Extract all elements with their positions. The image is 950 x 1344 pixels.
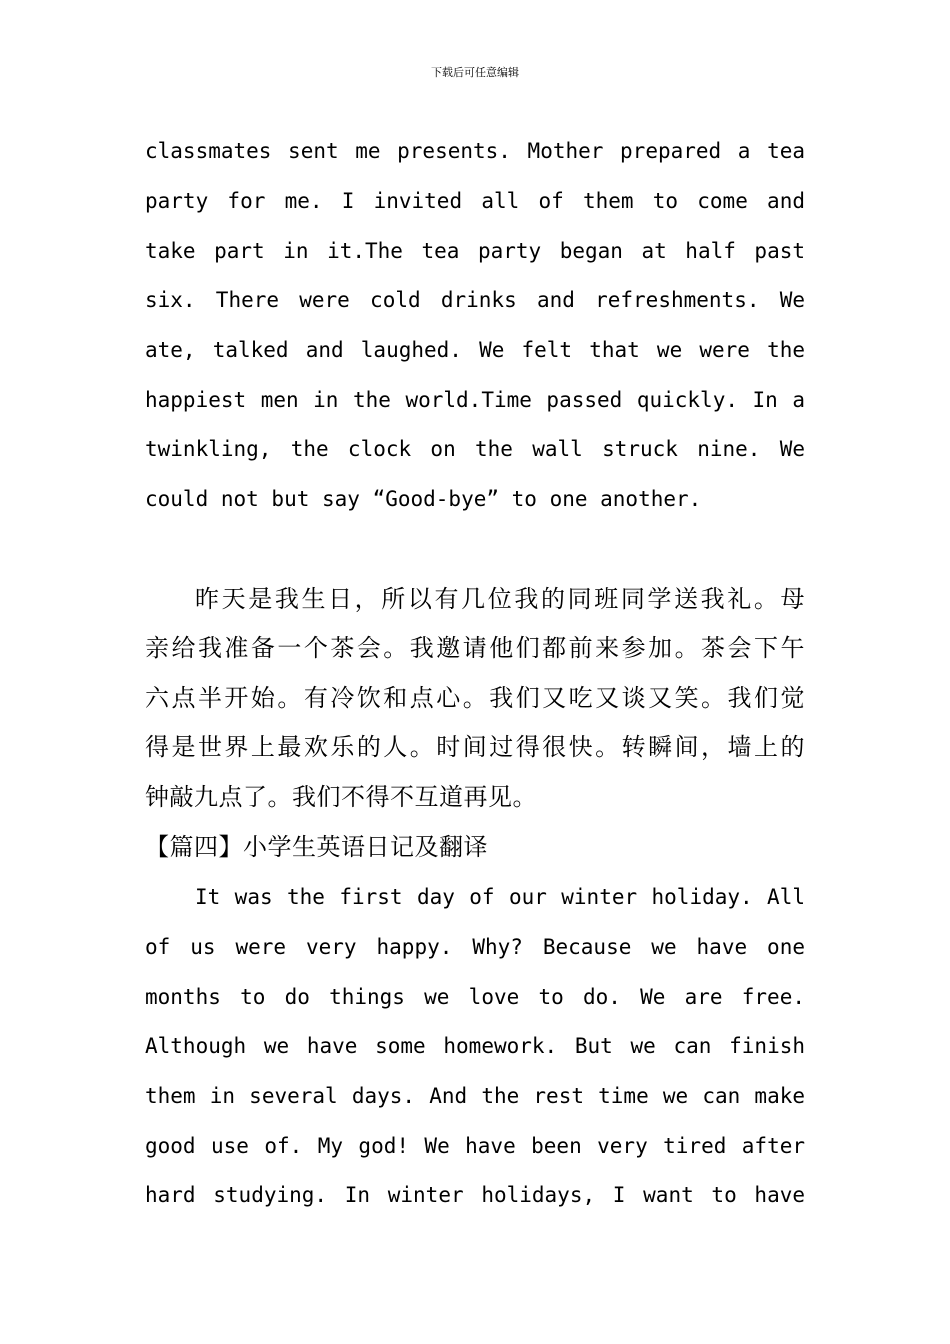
- paragraph-line: It was the first day of our winter holiday. All: [195, 885, 805, 909]
- paragraph-line: them in several days. And the rest time we can make: [145, 1084, 805, 1108]
- section-heading: 【篇四】小学生英语日记及翻译: [145, 833, 488, 861]
- page-header: 下载后可任意编辑: [431, 66, 519, 79]
- translation-line: 钟敲九点了。我们不得不互道再见。: [145, 783, 537, 811]
- translation-line: 亲给我准备一个茶会。我邀请他们都前来参加。茶会下午: [145, 634, 805, 662]
- translation-line: 昨天是我生日，所以有几位我的同班同学送我礼。母: [195, 585, 805, 613]
- paragraph-line: months to do things we love to do. We are free.: [145, 985, 805, 1009]
- paragraph-line: ate, talked and laughed. We felt that we were the: [145, 338, 805, 362]
- paragraph-line: party for me. I invited all of them to come and: [145, 189, 805, 213]
- paragraph-line: good use of. My god! We have been very tired after: [145, 1134, 805, 1158]
- paragraph-line: Although we have some homework. But we can finish: [145, 1034, 805, 1058]
- paragraph-line: happiest men in the world.Time passed quickly. In a: [145, 388, 805, 412]
- translation-line: 得是世界上最欢乐的人。时间过得很快。转瞬间，墙上的: [145, 733, 805, 761]
- translation-line: 六点半开始。有冷饮和点心。我们又吃又谈又笑。我们觉: [145, 684, 805, 712]
- paragraph-line: hard studying. In winter holidays, I want to have: [145, 1183, 805, 1207]
- paragraph-line: twinkling, the clock on the wall struck nine. We: [145, 437, 805, 461]
- paragraph-line: could not but say “Good-bye” to one another.: [145, 487, 702, 511]
- paragraph-line: take part in it.The tea party began at half past: [145, 239, 805, 263]
- paragraph-line: of us were very happy. Why? Because we have one: [145, 935, 805, 959]
- paragraph-line: six. There were cold drinks and refreshments. We: [145, 288, 805, 312]
- paragraph-line: classmates sent me presents. Mother prepared a tea: [145, 139, 805, 163]
